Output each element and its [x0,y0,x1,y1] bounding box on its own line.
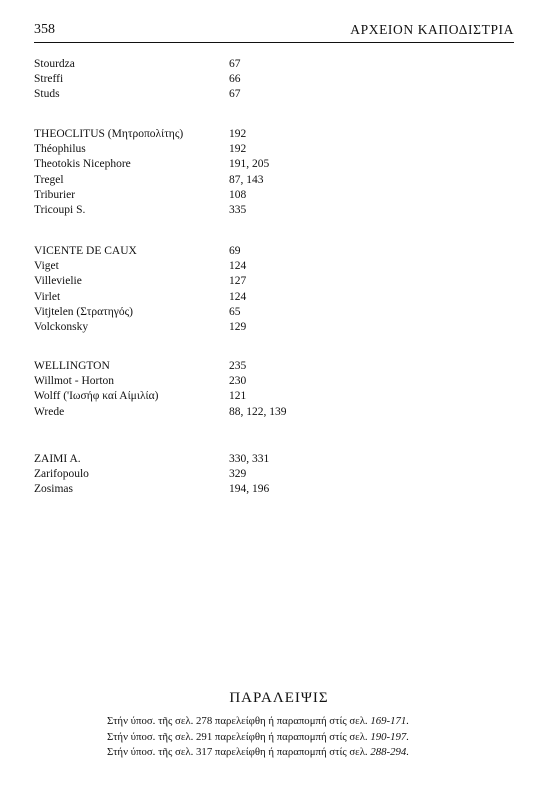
index-section-s [34,57,334,103]
entry-pages: 124 [229,260,247,273]
addendum-line-text: Στήν ύποσ. τῆς σελ. 278 παρελείφθη ή παραπομπή στίς σελ. [107,715,371,727]
entry-pages: 230 [229,375,247,388]
page-header [34,22,514,43]
entry-name: Virlet [34,290,61,303]
entry-pages: 192 [229,143,247,156]
index-entry [34,244,334,259]
entry-name: ZAIMI A. [34,453,81,465]
entry-pages: 194, 196 [229,483,270,496]
index-entry [34,405,334,420]
entry-pages: 129 [229,320,247,333]
index-entry [34,452,334,467]
entry-name: Willmot - Horton [34,375,115,388]
index-entry [34,359,334,374]
index-entry [34,274,334,289]
entry-name: Streffi [34,73,64,86]
addendum-line-ref: 190-197. [370,730,410,743]
index-entry [34,467,334,482]
entry-name: Wrede [34,405,65,418]
entry-name: Volckonsky [34,320,89,333]
entry-pages: 192 [229,128,247,140]
addendum-lines [107,714,507,761]
index-entry [34,259,334,274]
addendum [0,690,550,759]
entry-name: Studs [34,88,60,101]
entry-pages: 124 [229,290,247,303]
addendum-line [107,730,507,746]
entry-pages: 121 [229,390,247,403]
entry-name: Vitjtelen (Στρατηγός) [34,305,133,318]
index-section-v [34,244,334,335]
index-entry [34,142,334,157]
index-entry [34,72,334,87]
page-number: 358 [34,22,55,37]
entry-pages: 87, 143 [229,173,264,186]
addendum-line [107,745,507,761]
entry-name: Villevielie [34,275,82,288]
entry-name: THEOCLITUS (Μητροπολίτης) [34,128,184,140]
index-section-z [34,452,334,498]
entry-name: Tricoupi S. [34,203,86,216]
index-entry [34,157,334,172]
entry-pages: 329 [229,468,247,481]
entry-name: Théophilus [34,143,86,156]
addendum-line [107,714,507,730]
entry-name: Tregel [34,173,64,186]
entry-name: Viget [34,260,59,273]
addendum-line-text: Στήν ύποσ. τῆς σελ. 291 παρελείφθη ή παραπομπή στίς σελ. [107,730,371,743]
entry-name: Zosimas [34,483,73,496]
entry-pages: 69 [229,245,241,257]
entry-pages: 66 [229,73,241,86]
addendum-title: ΠΑΡΑΛΕΙΨΙΣ [229,690,329,706]
index-entry [34,203,334,218]
index-entry [34,188,334,203]
index-entry [34,320,334,335]
index-section-t [34,127,334,218]
index-entry [34,290,334,305]
index-entry [34,374,334,389]
entry-pages: 65 [229,305,241,318]
addendum-line-ref: 288-294. [370,746,410,759]
index-entry [34,305,334,320]
index-entry [34,57,334,72]
entry-pages: 335 [229,203,247,216]
entry-name: WELLINGTON [34,360,110,372]
index-entry [34,127,334,142]
entry-name: Theotokis Nicephore [34,158,131,171]
entry-pages: 330, 331 [229,453,270,465]
addendum-line-text: Στήν ύποσ. τῆς σελ. 317 παρελείφθη ή παραπομπή στίς σελ. [107,746,371,759]
entry-pages: 235 [229,360,247,372]
entry-name: Wolff ('Ιωσήφ καί Αίμιλία) [34,390,159,403]
running-title: ΑΡΧΕΙΟΝ ΚΑΠΟΔΙΣΤΡΙΑ [350,22,514,37]
entry-name: Stourdza [34,58,75,70]
index-entry [34,173,334,188]
index-entry [34,389,334,404]
entry-pages: 191, 205 [229,158,270,171]
index-entry [34,87,334,102]
entry-pages: 108 [229,188,247,201]
entry-pages: 127 [229,275,247,288]
entry-pages: 67 [229,88,241,101]
addendum-line-ref: 169-171. [370,715,410,727]
index-entry [34,482,334,497]
entry-name: Zarifopoulo [34,468,89,481]
entry-name: VICENTE DE CAUX [34,245,137,257]
entry-name: Triburier [34,188,76,201]
index-section-w [34,359,334,420]
entry-pages: 67 [229,58,241,70]
entry-pages: 88, 122, 139 [229,405,287,418]
